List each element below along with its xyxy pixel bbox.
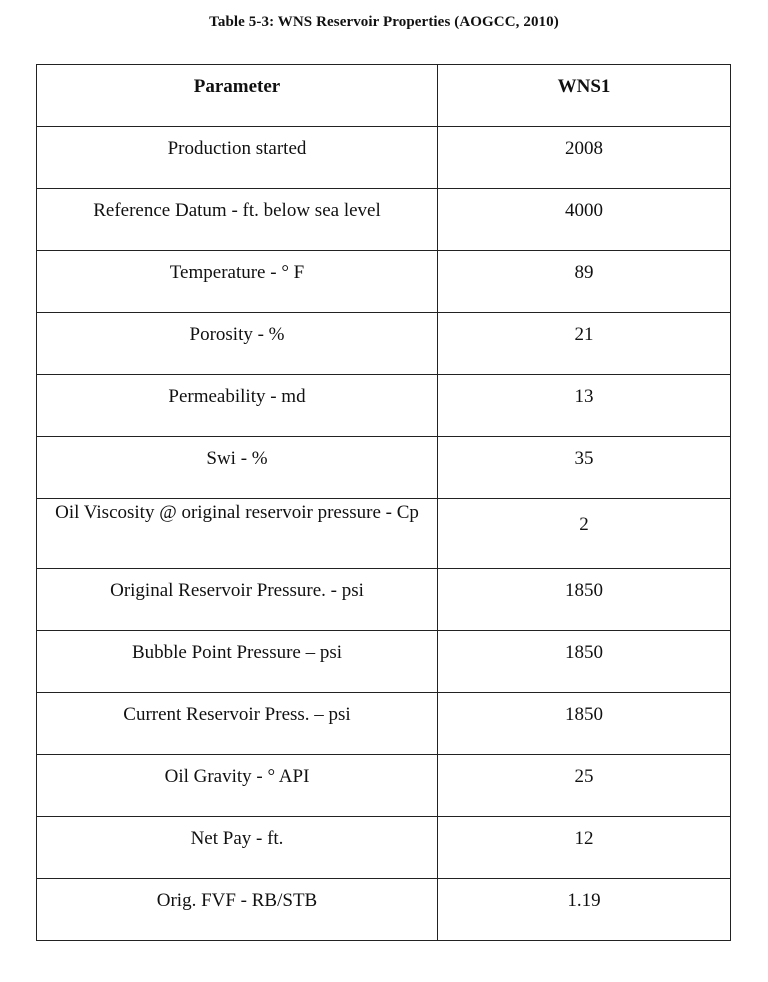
parameter-cell: Bubble Point Pressure – psi <box>37 631 438 693</box>
value-cell: 1850 <box>438 693 731 755</box>
parameter-cell: Current Reservoir Press. – psi <box>37 693 438 755</box>
parameter-cell: Reference Datum - ft. below sea level <box>37 189 438 251</box>
parameter-cell: Production started <box>37 127 438 189</box>
parameter-cell: Swi - % <box>37 437 438 499</box>
table-row <box>37 189 731 251</box>
table-row <box>37 569 731 631</box>
table-row <box>37 375 731 437</box>
table-header-row <box>37 65 731 127</box>
parameter-cell: Temperature - ° F <box>37 251 438 313</box>
table-row <box>37 693 731 755</box>
value-cell: 1850 <box>438 569 731 631</box>
value-cell: 12 <box>438 817 731 879</box>
reservoir-properties-table <box>36 64 731 941</box>
table-row <box>37 313 731 375</box>
parameter-cell: Net Pay - ft. <box>37 817 438 879</box>
parameter-cell: Permeability - md <box>37 375 438 437</box>
value-cell: 2008 <box>438 127 731 189</box>
parameter-cell: Porosity - % <box>37 313 438 375</box>
table-caption: Table 5-3: WNS Reservoir Properties (AOGCC, 2010) <box>209 14 559 30</box>
parameter-cell: Oil Viscosity @ original reservoir pressure - Cp <box>37 499 438 569</box>
header-wns1: WNS1 <box>438 65 731 127</box>
value-cell: 35 <box>438 437 731 499</box>
table-row <box>37 631 731 693</box>
table-row <box>37 755 731 817</box>
value-cell: 21 <box>438 313 731 375</box>
value-cell: 25 <box>438 755 731 817</box>
parameter-cell: Oil Gravity - ° API <box>37 755 438 817</box>
value-cell: 2 <box>438 499 731 569</box>
value-cell: 13 <box>438 375 731 437</box>
value-cell: 4000 <box>438 189 731 251</box>
table-row <box>37 127 731 189</box>
header-parameter: Parameter <box>37 65 438 127</box>
parameter-cell: Orig. FVF - RB/STB <box>37 879 438 941</box>
value-cell: 89 <box>438 251 731 313</box>
table-row <box>37 499 731 569</box>
table-row <box>37 251 731 313</box>
table-row <box>37 879 731 941</box>
table-row <box>37 437 731 499</box>
value-cell: 1.19 <box>438 879 731 941</box>
value-cell: 1850 <box>438 631 731 693</box>
parameter-cell: Original Reservoir Pressure. - psi <box>37 569 438 631</box>
table-row <box>37 817 731 879</box>
